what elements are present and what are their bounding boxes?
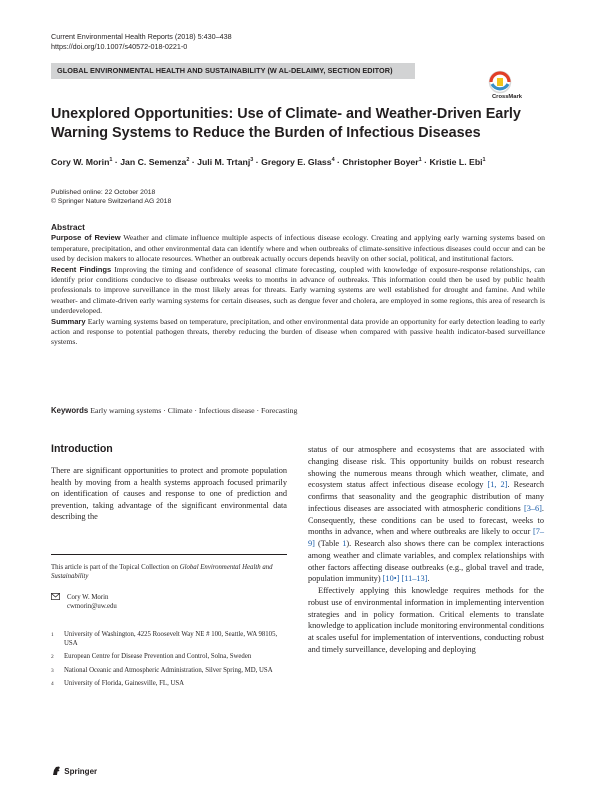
envelope-icon	[51, 593, 60, 600]
section-banner	[51, 63, 415, 79]
publisher-name: Springer	[64, 767, 98, 776]
springer-logo	[51, 765, 97, 776]
crossmark-icon	[484, 70, 544, 108]
author-name[interactable]: Gregory E. Glass	[261, 157, 332, 167]
summary-label: Summary	[51, 316, 86, 326]
intro-right-column	[308, 444, 544, 656]
citation-link[interactable]: [10•]	[382, 574, 400, 584]
springer-horse-icon	[51, 765, 62, 776]
section-label: GLOBAL ENVIRONMENTAL HEALTH AND SUSTAINABILITY (W AL-DELAIMY, SECTION EDITOR)	[57, 66, 393, 75]
findings-label: Recent Findings	[51, 264, 112, 274]
affiliation-marker: 3	[250, 157, 254, 164]
intro-paragraph: There are significant opportunities to protect and promote population health by moving from a health systems approach focused primarily on identification of causes and response to one of prediction and prevention, taking advantage of the significant environmental data describing the	[51, 466, 287, 522]
doi-link[interactable]: https://doi.org/10.1007/s40572-018-0221-0	[51, 41, 188, 51]
author-name[interactable]: Juli M. Trtanj	[197, 157, 251, 167]
crossmark-badge[interactable]	[484, 70, 544, 108]
intro-paragraph: Effectively applying this knowledge requires methods for the robust use of environmental information in implementing intervention strategies and in policy formation. Critical elements to translate knowledge to application include monitoring environmental conditions at scales useful for implementation of interventions, conducting robust and timely surveillance, developing and deploying	[308, 586, 544, 654]
collection-prefix: This article is part of the Topical Collection on	[51, 564, 180, 571]
contact-name: Cory W. Morin	[67, 594, 109, 601]
author-name[interactable]: Kristie L. Ebi	[429, 157, 483, 167]
author-name[interactable]: Cory W. Morin	[51, 157, 110, 167]
body-text: . Consequently, these conditions can be used to forecast, weeks to months in advance, when and where outbreaks are likely to occur	[308, 503, 544, 537]
affiliation-number: 2	[51, 654, 54, 661]
affiliation-item	[51, 667, 287, 676]
body-text: status of our atmosphere and ecosystems that are associated with changing disease risk. This opportunity builds on robust research showing the numerous means through which weather, climate, and ecosystem status affect infectious disease ecology	[308, 445, 544, 490]
affiliation-marker: 4	[331, 157, 335, 164]
affiliation-marker: 1	[418, 157, 422, 164]
author-list: Cory W. Morin$^1$ · Jan C. Semenza$^2$ · Juli M. Trtanj$^3$ · Gregory E. Glass$^4$ · Christopher Boyer$^1$ · Kristie L. Ebi$^1$	[51, 157, 486, 167]
citation-link[interactable]: [1, 2]	[487, 480, 508, 490]
abstract-findings	[51, 265, 545, 317]
affiliation-text: National Oceanic and Atmospheric Administration, Silver Spring, MD, USA	[64, 666, 273, 674]
affiliation-marker: 1	[482, 157, 486, 164]
section-heading-introduction: Introduction	[51, 443, 113, 455]
abstract-heading: Abstract	[51, 222, 85, 232]
body-text: ). Research also shows there can be complex interactions among weather and climate variables, and complex relationships with other factors affecting disease outbreaks (e.g., global travel and trade, population immunity)	[308, 539, 544, 584]
affiliation-text: European Centre for Disease Prevention and Control, Solna, Sweden	[64, 653, 252, 661]
body-text: . Research confirms that seasonality and the geographic distribution of many infectious diseases are associated with atmospheric conditions	[308, 480, 544, 513]
affiliation-marker: 1	[109, 157, 113, 164]
keywords	[51, 406, 297, 415]
affiliation-number: 1	[51, 632, 54, 638]
affiliation-text: University of Washington, 4225 Roosevelt Way NE # 100, Seattle, WA 98105, USA	[64, 631, 278, 647]
summary-text: Early warning systems based on temperature, precipitation, and other environmental data provide an opportunity for early detection leading to early action and response to potential pathogen threats, thereby reducing the burden of disease when compared with passive health indicator-based surveillance systems.	[51, 316, 546, 347]
table-link[interactable]: 1	[342, 539, 347, 548]
purpose-label: Purpose of Review	[51, 233, 121, 243]
findings-text: Improving the timing and confidence of seasonal climate forecasting, coupled with knowledge of exposure-response relationships, can identify prior conditions conducive to disease outbreaks weeks to months in advance of outbreaks. This information could then be used by public health professionals to improve surveillance in the most likely areas for threats. Early warning systems are well established for drought and famine. And while weather- and climate-driven early warning systems for certain diseases, such as dengue fever and cholera, are employed in some regions, this area of research is underdeveloped.	[51, 264, 546, 316]
abstract	[51, 222, 545, 348]
citation-link[interactable]: [7–9]	[308, 527, 544, 548]
contact-email[interactable]: cwmorin@uw.edu	[67, 603, 117, 611]
journal-citation	[51, 32, 232, 51]
citation-link[interactable]: [3–6]	[523, 503, 542, 513]
abstract-summary	[51, 317, 545, 348]
article-title: Unexplored Opportunities: Use of Climate- and Weather-Driven Early Warning Systems to Reduce the Burden of Infectious Diseases	[51, 106, 521, 141]
author-name[interactable]: Christopher Boyer	[342, 157, 419, 167]
affiliation-item	[51, 631, 287, 649]
publication-info	[51, 188, 171, 206]
affiliation-list	[51, 631, 287, 693]
purpose-text: Weather and climate influence multiple aspects of infectious disease ecology. Creating and applying early warning systems based on temperature, precipitation, and other environmental data can identify where and when outbreaks of climate-sensitive infectious diseases could occur and can be used by decision makers to allocate resources. Whether an outbreak actually occurs depends heavily on other social, political, and institutional factors.	[51, 233, 545, 264]
footnote-divider	[51, 554, 287, 555]
affiliation-number: 4	[51, 680, 54, 687]
intro-paragraph: status of our atmosphere and ecosystems that are associated with changing disease risk. This opportunity builds on robust research showing the numerous means through which weather, climate, and ecosystem status affect infectious disease ecology [1, 2]. Research confirms that seasonality and the geographic distribution of many infectious diseases are associated with atmospheric conditions [3–6]. Consequently, these conditions can be used to forecast, weeks to months in advance, when and where outbreaks are likely to occur [7–9] (Table 1). Research also shows there can be complex interactions among weather and climate variables, and complex relationships with other factors affecting disease outbreaks (e.g., global travel and trade, population immunity) [10•] [11–13].	[308, 445, 544, 584]
affiliation-marker: 2	[186, 157, 190, 164]
affiliation-number: 3	[51, 667, 54, 674]
topical-collection-note	[51, 563, 287, 581]
author-name[interactable]: Jan C. Semenza	[120, 157, 187, 167]
copyright-line: © Springer Nature Switzerland AG 2018	[51, 198, 172, 206]
collection-topic: Global Environmental Health and Sustainability	[51, 564, 273, 581]
keywords-label: Keywords	[51, 406, 89, 415]
keywords-text: Early warning systems · Climate · Infectious disease · Forecasting	[90, 406, 298, 415]
crossmark-label: CrossMark	[492, 94, 522, 100]
citation-link[interactable]: [11–13]	[401, 574, 428, 584]
body-text: (Table	[314, 539, 340, 548]
affiliation-text: University of Florida, Gainesville, FL, USA	[64, 679, 185, 687]
abstract-purpose	[51, 233, 545, 264]
journal-name-line: Current Environmental Health Reports (2018) 5:430–438	[51, 32, 232, 41]
published-date: Published online: 22 October 2018	[51, 189, 156, 196]
affiliation-item	[51, 653, 287, 662]
affiliation-item	[51, 680, 287, 689]
